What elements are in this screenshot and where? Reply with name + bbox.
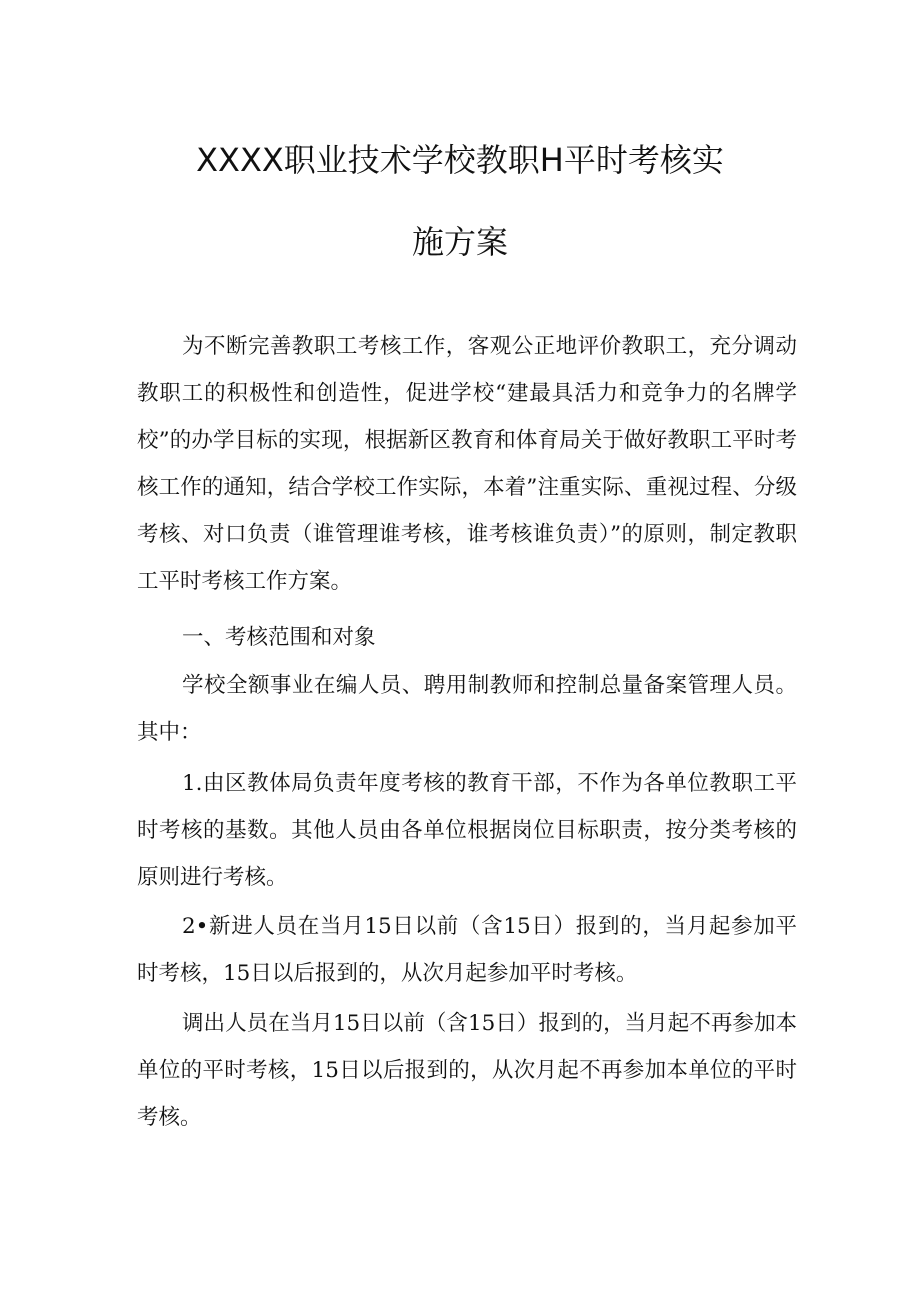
section-heading-scope: 一、考核范围和对象 — [182, 625, 376, 650]
document-title-line-1: XXXX职业技术学校教职H平时考核实 — [196, 141, 724, 179]
scope-paragraph: 学校全额事业在编人员、聘用制教师和控制总量备案管理人员。其中： — [137, 673, 797, 745]
intro-paragraph: 为不断完善教职工考核工作，客观公正地评价教职工，充分调动教职工的积极性和创造性，促进学校“建最具活力和竞争力的名牌学校”的办学目标的实现，根据新区教育和体育局关于做好教职工平时考核工作的通知，结合学校工作实际，本着”注重实际、重视过程、分级考核、对口负责（谁管理谁考核，谁考核谁负责）”的原则，制定教职工平时考核工作方案。 — [137, 334, 797, 594]
transfer-out-paragraph: 调出人员在当月15日以前（含15日）报到的，当月起不再参加本单位的平时考核，15日以后报到的，从次月起不再参加本单位的平时考核。 — [137, 1011, 797, 1130]
list-item-2: 2•新进人员在当月15日以前（含15日）报到的，当月起参加平时考核，15日以后报到的，从次月起参加平时考核。 — [137, 914, 797, 986]
list-item-1: 1.由区教体局负责年度考核的教育干部，不作为各单位教职工平时考核的基数。其他人员由各单位根据岗位目标职责，按分类考核的原则进行考核。 — [137, 771, 797, 890]
document-title-line-2: 施方案 — [411, 223, 508, 261]
